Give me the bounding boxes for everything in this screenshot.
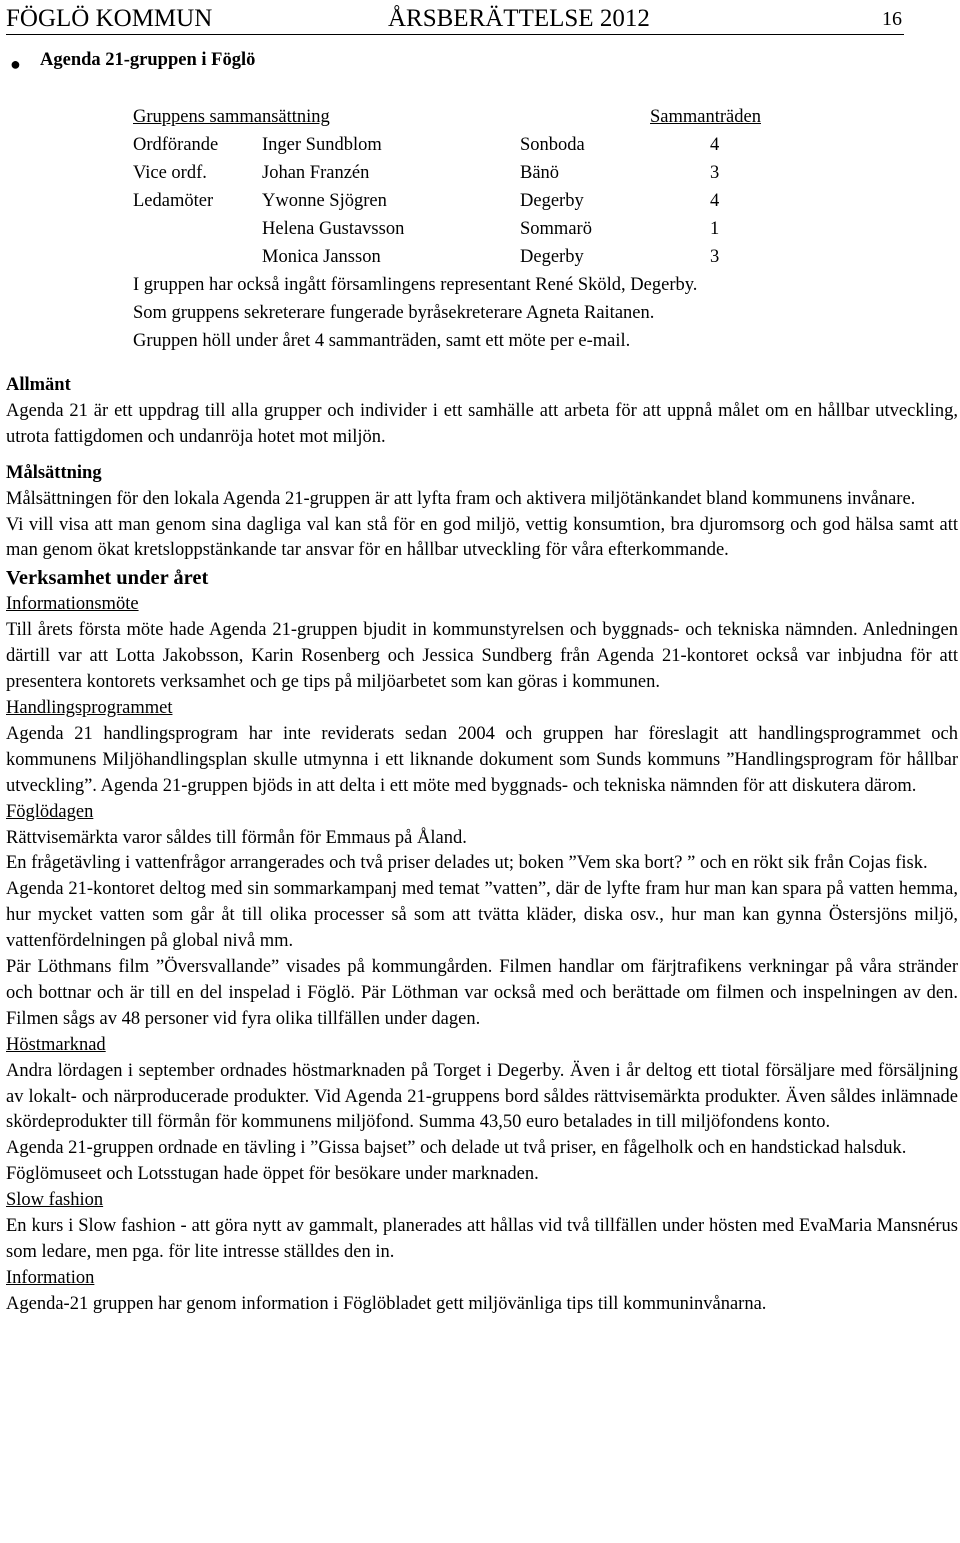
malsattning-text-2: Vi vill visa att man genom sina dagliga val kan stå för en god miljö, vettig konsumtion, bra djuromsorg och god hälsa samt att man genom ökat kretsloppstänkande tar ansvar för en hållbar utveckling för våra efterkommande. xyxy=(6,514,958,561)
hostmarknad-heading: Höstmarknad xyxy=(6,1034,106,1055)
group-note: Gruppen höll under året 4 sammanträden, samt ett möte per e-mail. xyxy=(133,331,631,351)
bullet-icon: ● xyxy=(10,54,21,74)
information-heading: Information xyxy=(6,1267,95,1288)
member-role: Ordförande xyxy=(133,135,219,155)
group-notes xyxy=(133,271,697,355)
main-content xyxy=(6,373,958,1318)
group-note: Som gruppens sekreterare fungerade byråsekreterare Agneta Raitanen. xyxy=(133,303,655,323)
foglodagen-text-1: Rättvisemärkta varor såldes till förmån för Emmaus på Åland. xyxy=(6,827,467,848)
report-title: ÅRSBERÄTTELSE 2012 xyxy=(388,5,650,32)
table-row xyxy=(133,243,813,271)
member-role: Ledamöter xyxy=(133,191,214,211)
page-header xyxy=(6,4,904,35)
member-place: Sonboda xyxy=(520,135,585,155)
allmant-text: Agenda 21 är ett uppdrag till alla grupper och individer i ett samhälle att arbeta för att uppnå målet om en hållbar utveckling, utrota fattigdomen och undanröja hotet mot miljön. xyxy=(6,400,958,447)
member-place: Degerby xyxy=(520,247,584,267)
hostmarknad-text-1: Andra lördagen i september ordnades höstmarknaden på Torget i Degerby. Även i år deltog ett tiotal försäljare med försäljning av lokalt- och närproducerade produkter. Vid Agenda 21-gruppens bord såldes rättvisemärkta produkter. Även såldes inlämnade skördeprodukter till förmån för kommunens miljöfond. Summa 43,50 euro betalades in till miljöfondens konto. xyxy=(6,1060,958,1133)
meetings-header: Sammanträden xyxy=(650,107,761,127)
member-meetings: 4 xyxy=(710,135,720,155)
member-name: Inger Sundblom xyxy=(262,135,382,155)
table-row xyxy=(133,131,813,159)
member-name: Monica Jansson xyxy=(262,247,381,267)
allmant-heading: Allmänt xyxy=(6,375,71,395)
member-place: Bänö xyxy=(520,163,560,183)
group-note: I gruppen har också ingått församlingens representant René Sköld, Degerby. xyxy=(133,275,698,295)
handlingsprogram-text: Agenda 21 handlingsprogram har inte reviderats sedan 2004 och gruppen har föreslagit att handlingsprogrammet och kommunens Miljöhandlingsplan skulle utmynna i ett liknande dokument som Sunds kommuns ”Handlingsprogram för hållbar utveckling”. Agenda 21-gruppen bjöds in att delta i ett möte med byggnads- och tekniska nämnden för att diskutera därom. xyxy=(6,723,958,796)
hostmarknad-text-2: Agenda 21-gruppen ordnade en tävling i ”Gissa bajset” och delade ut två priser, en fågelholk och en handstickad halsduk. xyxy=(6,1138,907,1159)
members-header-row xyxy=(133,103,813,131)
slow-fashion-heading: Slow fashion xyxy=(6,1190,104,1211)
member-meetings: 1 xyxy=(710,219,720,239)
group-title: Agenda 21-gruppen i Föglö xyxy=(40,50,256,70)
foglodagen-heading: Föglödagen xyxy=(6,801,94,822)
informationsmote-heading: Informationsmöte xyxy=(6,594,139,615)
foglodagen-text-3: Agenda 21-kontoret deltog med sin sommarkampanj med temat ”vatten”, där de lyfte fram hur man kan spara på vatten hemma, hur mycket vatten som går åt till olika processer så som att tvätta kläder, diska osv., hur man kan gynna Östersjöns miljö, vattenfördelningen på global nivå mm. xyxy=(6,879,958,952)
member-meetings: 4 xyxy=(710,191,720,211)
foglodagen-text-4: Pär Löthmans film ”Översvallande” visades på kommungården. Filmen handlar om färjtrafikens verkningar på våra stränder och bottnar och är till en del inspelad i Föglö. Pär Löthman var också med och berättade om filmen och inspelningen av den. Filmen sågs av 48 personer vid fyra olika tillfällen under dagen. xyxy=(6,957,958,1029)
members-table xyxy=(133,103,813,271)
verksamhet-heading: Verksamhet under året xyxy=(6,567,209,590)
member-place: Degerby xyxy=(520,191,584,211)
informationsmote-text: Till årets första möte hade Agenda 21-gruppen bjudit in kommunstyrelsen och byggnads- och tekniska nämnden. Anledningen därtill var att Lotta Jakobsson, Karin Rosenberg och Jessica Sundberg från Agenda 21-kontoret också var inbjudna för att presentera kontorets verksamhet och ge tips på miljöarbetet som kan göras i kommunen. xyxy=(6,620,958,693)
table-row xyxy=(133,215,813,243)
member-name: Helena Gustavsson xyxy=(262,219,405,239)
table-row xyxy=(133,187,813,215)
table-row xyxy=(133,159,813,187)
org-name: FÖGLÖ KOMMUN xyxy=(6,5,213,32)
member-name: Ywonne Sjögren xyxy=(262,191,387,211)
slow-fashion-text: En kurs i Slow fashion - att göra nytt av gammalt, planerades att hållas vid två tillfällen under hösten med EvaMaria Mansnérus som ledare, men pga. för lite intresse ställdes den in. xyxy=(6,1216,958,1262)
foglodagen-text-2: En frågetävling i vattenfrågor arrangerades och två priser delades ut; boken ”Vem ska bort? ” och en rökt sik från Cojas fisk. xyxy=(6,853,928,874)
member-meetings: 3 xyxy=(710,247,720,267)
composition-header: Gruppens sammansättning xyxy=(133,107,330,127)
information-text: Agenda-21 gruppen har genom information i Föglöbladet gett miljövänliga tips till kommuninvånarna. xyxy=(6,1293,767,1314)
member-meetings: 3 xyxy=(710,163,720,183)
member-name: Johan Franzén xyxy=(262,163,370,183)
malsattning-text-1: Målsättningen för den lokala Agenda 21-gruppen är att lyfta fram och aktivera miljötänkandet bland kommunens invånare. xyxy=(6,488,916,509)
hostmarknad-text-3: Föglömuseet och Lotsstugan hade öppet för besökare under marknaden. xyxy=(6,1164,539,1185)
malsattning-heading: Målsättning xyxy=(6,462,102,483)
handlingsprogram-heading: Handlingsprogrammet xyxy=(6,697,173,718)
member-place: Sommarö xyxy=(520,219,592,239)
page-number: 16 xyxy=(882,8,902,30)
member-role: Vice ordf. xyxy=(133,163,207,183)
